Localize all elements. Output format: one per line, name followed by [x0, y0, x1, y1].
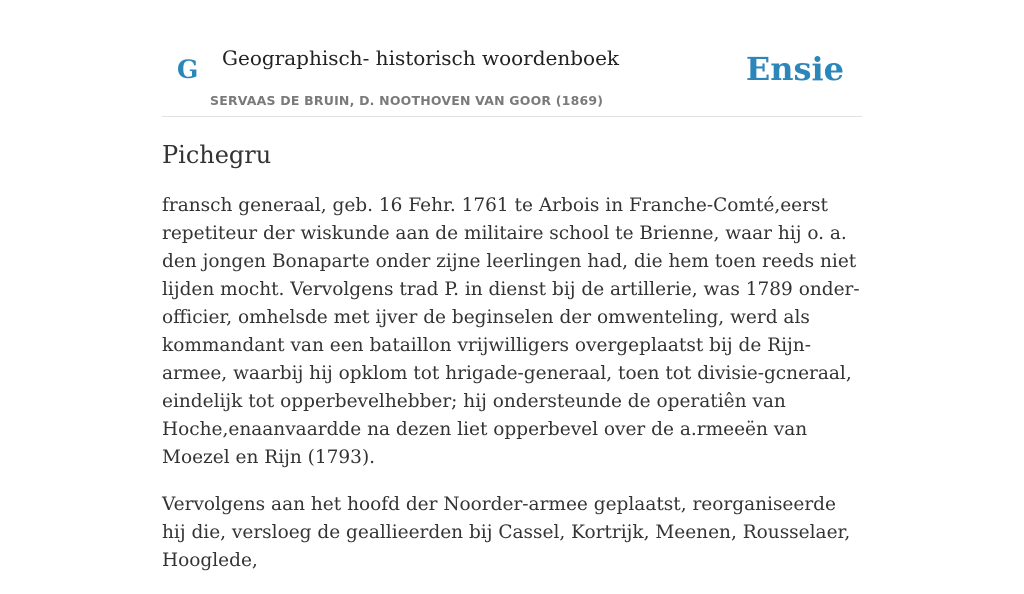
- entry-paragraph-2: Vervolgens aan het hoofd der Noorder-armee geplaatst, reorganiseerde hij die, versloeg de geallieerden bij Cassel, Kortrijk, Meenen, Rousselaer, Hooglede,: [162, 494, 851, 571]
- entry-body: [162, 192, 862, 594]
- book-title-link[interactable]: Geographisch- historisch woordenboek: [222, 46, 620, 70]
- ensie-logo[interactable]: Ensie: [745, 50, 844, 88]
- book-initial-icon[interactable]: G: [177, 55, 199, 84]
- book-header: [162, 0, 862, 117]
- entry-paragraph-1: fransch generaal, geb. 16 Fehr. 1761 te Arbois in Franche-Comté,eerst repetiteur der wiskunde aan de militaire school te Brienne, waar hij o. a. den jongen Bonaparte onder zijne leerlingen had, die hem toen reeds niet lijden mocht. Vervolgens trad P. in dienst bij de artillerie, was 1789 onder-officier, omhelsde met ijver de beginselen der omwenteling, werd als kommandant van een bataillon vrijwilligers overgeplaatst bij de Rijn-armee, waarbij hij opklom tot hrigade-generaal, toen tot divisie-gcneraal, eindelijk tot opperbevelhebber; hij ondersteunde de operatiên van Hoche,enaanvaardde na dezen liet opperbevel over de a.rmeeën van Moezel en Rijn (1793).: [162, 195, 860, 468]
- entry-title: Pichegru: [162, 141, 272, 169]
- book-author: SERVAAS DE BRUIN, D. NOOTHOVEN VAN GOOR (1869): [210, 93, 604, 108]
